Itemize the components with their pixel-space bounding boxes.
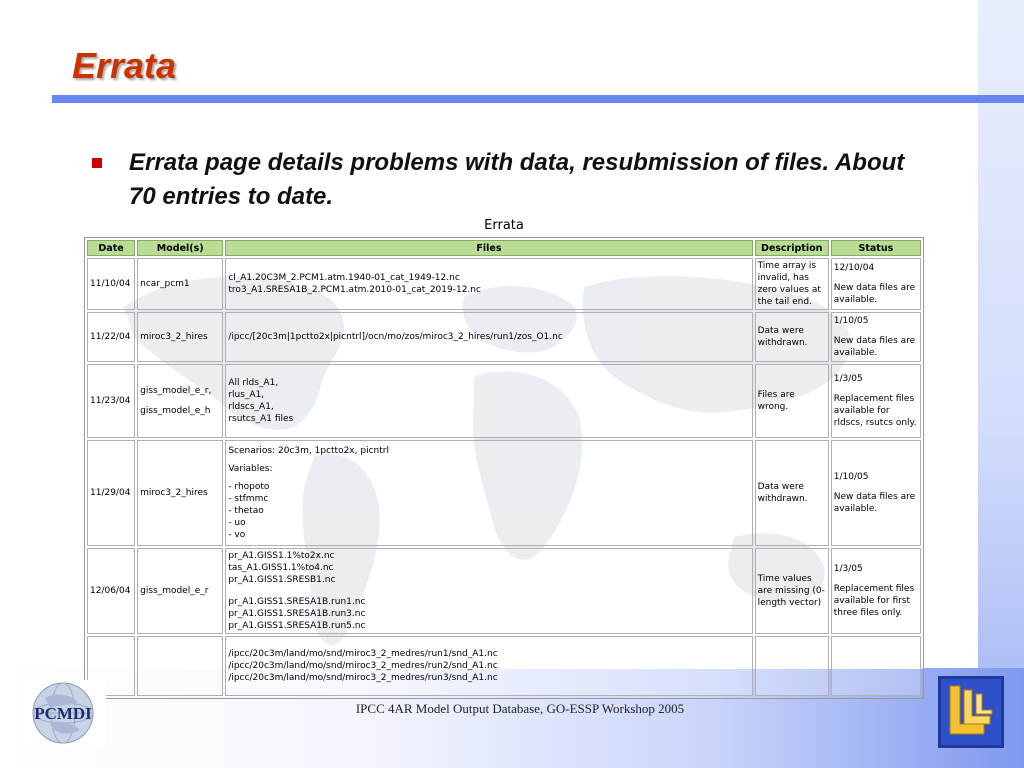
status-date: 12/10/04 <box>833 263 875 273</box>
date-cell: 11/22/04 <box>87 312 135 362</box>
description-cell: Files are wrong. <box>755 364 829 438</box>
errata-table <box>84 237 924 699</box>
file-path: /ipcc/20c3m/land/mo/snd/miroc3_2_medres/run3/snd_A1.nc <box>228 673 498 683</box>
status-cell <box>831 548 921 634</box>
file-path: tas_A1.GISS1.1%to4.nc <box>228 563 334 573</box>
file-path: pr_A1.GISS1.SRESA1B.run1.nc <box>228 597 366 607</box>
models-cell <box>137 636 223 696</box>
right-gradient-strip <box>978 0 1024 768</box>
slide-title: Errata <box>72 45 177 86</box>
pcmdi-logo-text: PCMDI <box>34 704 92 723</box>
date-cell: 11/29/04 <box>87 440 135 546</box>
column-header-date: Date <box>87 240 135 256</box>
model-name: giss_model_e_h <box>140 406 211 416</box>
errata-table-frame[interactable] <box>84 237 924 683</box>
file-path: Variables: <box>228 464 273 474</box>
file-path: /ipcc/20c3m/land/mo/snd/miroc3_2_medres/run1/snd_A1.nc <box>228 649 498 659</box>
status-cell <box>831 312 921 362</box>
errata-page-title: Errata <box>484 218 524 233</box>
table-row <box>87 548 921 634</box>
status-note: New data files are available. <box>833 283 916 305</box>
description-cell <box>755 636 829 696</box>
table-row <box>87 258 921 310</box>
status-date: 1/10/05 <box>833 472 869 482</box>
file-path: pr_A1.GISS1.1%to2x.nc <box>228 551 335 561</box>
file-path: /ipcc/[20c3m|1pctto2x|picntrl]/ocn/mo/zos/miroc3_2_hires/run1/zos_O1.nc <box>228 332 563 342</box>
column-header-description: Description <box>755 240 829 256</box>
pcmdi-globe-icon <box>20 680 106 746</box>
file-path: rsutcs_A1 files <box>228 414 294 424</box>
status-note: Replacement files available for first three files only. <box>833 584 915 618</box>
column-header-files: Files <box>225 240 752 256</box>
file-path: - uo <box>228 518 246 528</box>
footer-text: IPCC 4AR Model Output Database, GO-ESSP Workshop 2005 <box>355 701 685 716</box>
file-path: pr_A1.GISS1.SRESB1.nc <box>228 575 336 585</box>
file-path: pr_A1.GISS1.SRESA1B.run5.nc <box>228 621 366 631</box>
status-note: New data files are available. <box>833 336 916 358</box>
status-cell <box>831 364 921 438</box>
pcmdi-logo <box>20 680 106 746</box>
models-cell: miroc3_2_hires <box>137 440 223 546</box>
files-cell <box>225 312 752 362</box>
file-path: /ipcc/20c3m/land/mo/snd/miroc3_2_medres/run2/snd_A1.nc <box>228 661 498 671</box>
files-cell <box>225 548 752 634</box>
file-path: tro3_A1.SRESA1B_2.PCM1.atm.2010-01_cat_2019-12.nc <box>228 285 481 295</box>
file-path: - stfmmc <box>228 494 269 504</box>
models-cell: miroc3_2_hires <box>137 312 223 362</box>
models-cell: giss_model_e_r <box>137 548 223 634</box>
table-header-row <box>87 240 921 256</box>
file-path: pr_A1.GISS1.SRESA1B.run3.nc <box>228 609 366 619</box>
file-path: - vo <box>228 530 246 540</box>
status-date: 1/10/05 <box>833 316 869 326</box>
status-note: New data files are available. <box>833 492 916 514</box>
model-name: giss_model_e_r, <box>140 386 212 396</box>
llnl-logo-icon <box>938 676 1004 748</box>
status-cell <box>831 258 921 310</box>
files-cell <box>225 636 752 696</box>
date-cell: 11/10/04 <box>87 258 135 310</box>
date-cell: 11/23/04 <box>87 364 135 438</box>
file-path: All rlds_A1, <box>228 378 279 388</box>
column-header-status: Status <box>831 240 921 256</box>
description-cell: Data were withdrawn. <box>755 440 829 546</box>
status-cell <box>831 636 921 696</box>
date-cell: 12/06/04 <box>87 548 135 634</box>
file-path: rlus_A1, <box>228 390 265 400</box>
status-note: Replacement files available for rldscs, rsutcs only. <box>833 394 917 428</box>
status-cell <box>831 440 921 546</box>
files-cell <box>225 364 752 438</box>
file-path: cl_A1.20C3M_2.PCM1.atm.1940-01_cat_1949-12.nc <box>228 273 460 283</box>
column-header-models: Model(s) <box>137 240 223 256</box>
table-row <box>87 364 921 438</box>
table-row <box>87 440 921 546</box>
file-path: - thetao <box>228 506 264 516</box>
title-rule <box>52 95 1024 103</box>
status-date: 1/3/05 <box>833 374 863 384</box>
description-cell: Data were withdrawn. <box>755 312 829 362</box>
status-date: 1/3/05 <box>833 564 863 574</box>
table-row <box>87 312 921 362</box>
files-cell <box>225 440 752 546</box>
file-path: - rhopoto <box>228 482 270 492</box>
file-path: rldscs_A1, <box>228 402 274 412</box>
table-row <box>87 636 921 696</box>
description-cell: Time array is invalid, has zero values at the tail end. <box>755 258 829 310</box>
description-cell: Time values are missing (0-length vector) <box>755 548 829 634</box>
llnl-logo <box>938 676 1004 748</box>
models-cell: ncar_pcm1 <box>137 258 223 310</box>
bullet-square-icon <box>92 158 102 168</box>
models-cell <box>137 364 223 438</box>
files-cell <box>225 258 752 310</box>
file-path: Scenarios: 20c3m, 1pctto2x, picntrl <box>228 446 389 456</box>
bullet-text: Errata page details problems with data, resubmission of files. About 70 entries to date. <box>129 149 905 210</box>
